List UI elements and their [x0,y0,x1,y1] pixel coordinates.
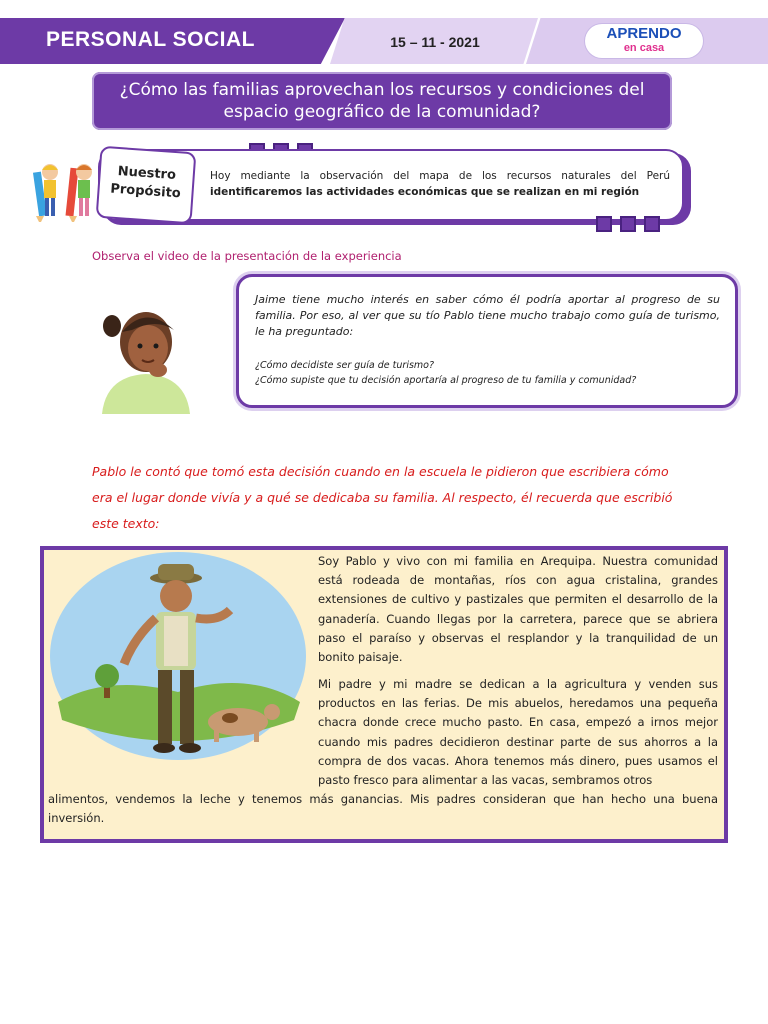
observe-instruction: Observa el video de la presentación de la experiencia [92,249,402,263]
jaime-paragraph: Jaime tiene mucho interés en saber cómo él podría aportar al progreso de su familia. Por eso, al ver que su tío Pablo tiene mucho trabajo como guía de turismo, le ha preguntado: [255,293,720,338]
story-paragraph-2-part2: alimentos, vendemos la leche y tenemos más ganancias. Mis padres consideran que han hecho una buena inversión. [48,792,718,826]
jaime-question-1: ¿Cómo decidiste ser guía de turismo? [255,360,435,371]
jaime-question-2: ¿Cómo supiste que tu decisión aportaría al progreso de tu familia y comunidad? [255,375,637,386]
decorative-squares-bottom [596,216,660,232]
purpose-tag-line2: Propósito [109,181,182,202]
purpose-text-bold: identificaremos las actividades económicas que se realizan en mi región [210,186,640,198]
purpose-text [210,168,670,200]
purpose-tag [96,146,197,225]
date-label: 15 – 11 - 2021 [390,34,480,50]
subject-title: PERSONAL SOCIAL [46,28,255,51]
session-question [92,72,672,130]
story-paragraph-2-part1: Mi padre y mi madre se dedican a la agricultura y venden sus productos en las ferias. De mis abuelos, heredamos una pequeña chacra donde crece mucho pasto. En casa, empezó a irnos mejor cuando mis padres decidieron destinar parte de sus ahorros a la compra de dos vacas. Ahora tenemos más dinero, pues usamos el pasto fresco para alimentar a las vacas, sembramos otros [318,677,718,788]
pablo-farm-illustration [48,552,310,766]
logo-text-aprendo: APRENDO [606,25,682,42]
girl-thinking-illustration [96,296,196,414]
story-paragraph-1: Soy Pablo y vivo con mi familia en Arequipa. Nuestra comunidad está rodeada de montañas, ríos con agua cristalina, grandes extensiones de cultivo y pastizales que permiten el desarrollo de la ganadería. Cuando llegas por la carretera, parece que se abriera paso el paraíso y observas el resplandor y la tranquilidad de un bonito paisaje. [318,554,718,665]
session-question-text: ¿Cómo las familias aprovechan los recursos y condiciones del espacio geográfico de la comunidad? [119,80,645,122]
purpose-tag-line1: Nuestro [117,164,177,184]
kids-pencils-illustration [28,158,100,222]
logo-text-en-casa: en casa [623,42,665,54]
purpose-text-normal: Hoy mediante la observación del mapa de los recursos naturales del Perú [210,170,670,182]
narration-text: Pablo le contó que tomó esta decisión cuando en la escuela le pidieron que escribiera cómo era el lugar donde vivía y a qué se dedicaba su familia. Al respecto, él recuerda que escribió este texto: [92,464,673,531]
aprendo-en-casa-logo [585,24,703,58]
